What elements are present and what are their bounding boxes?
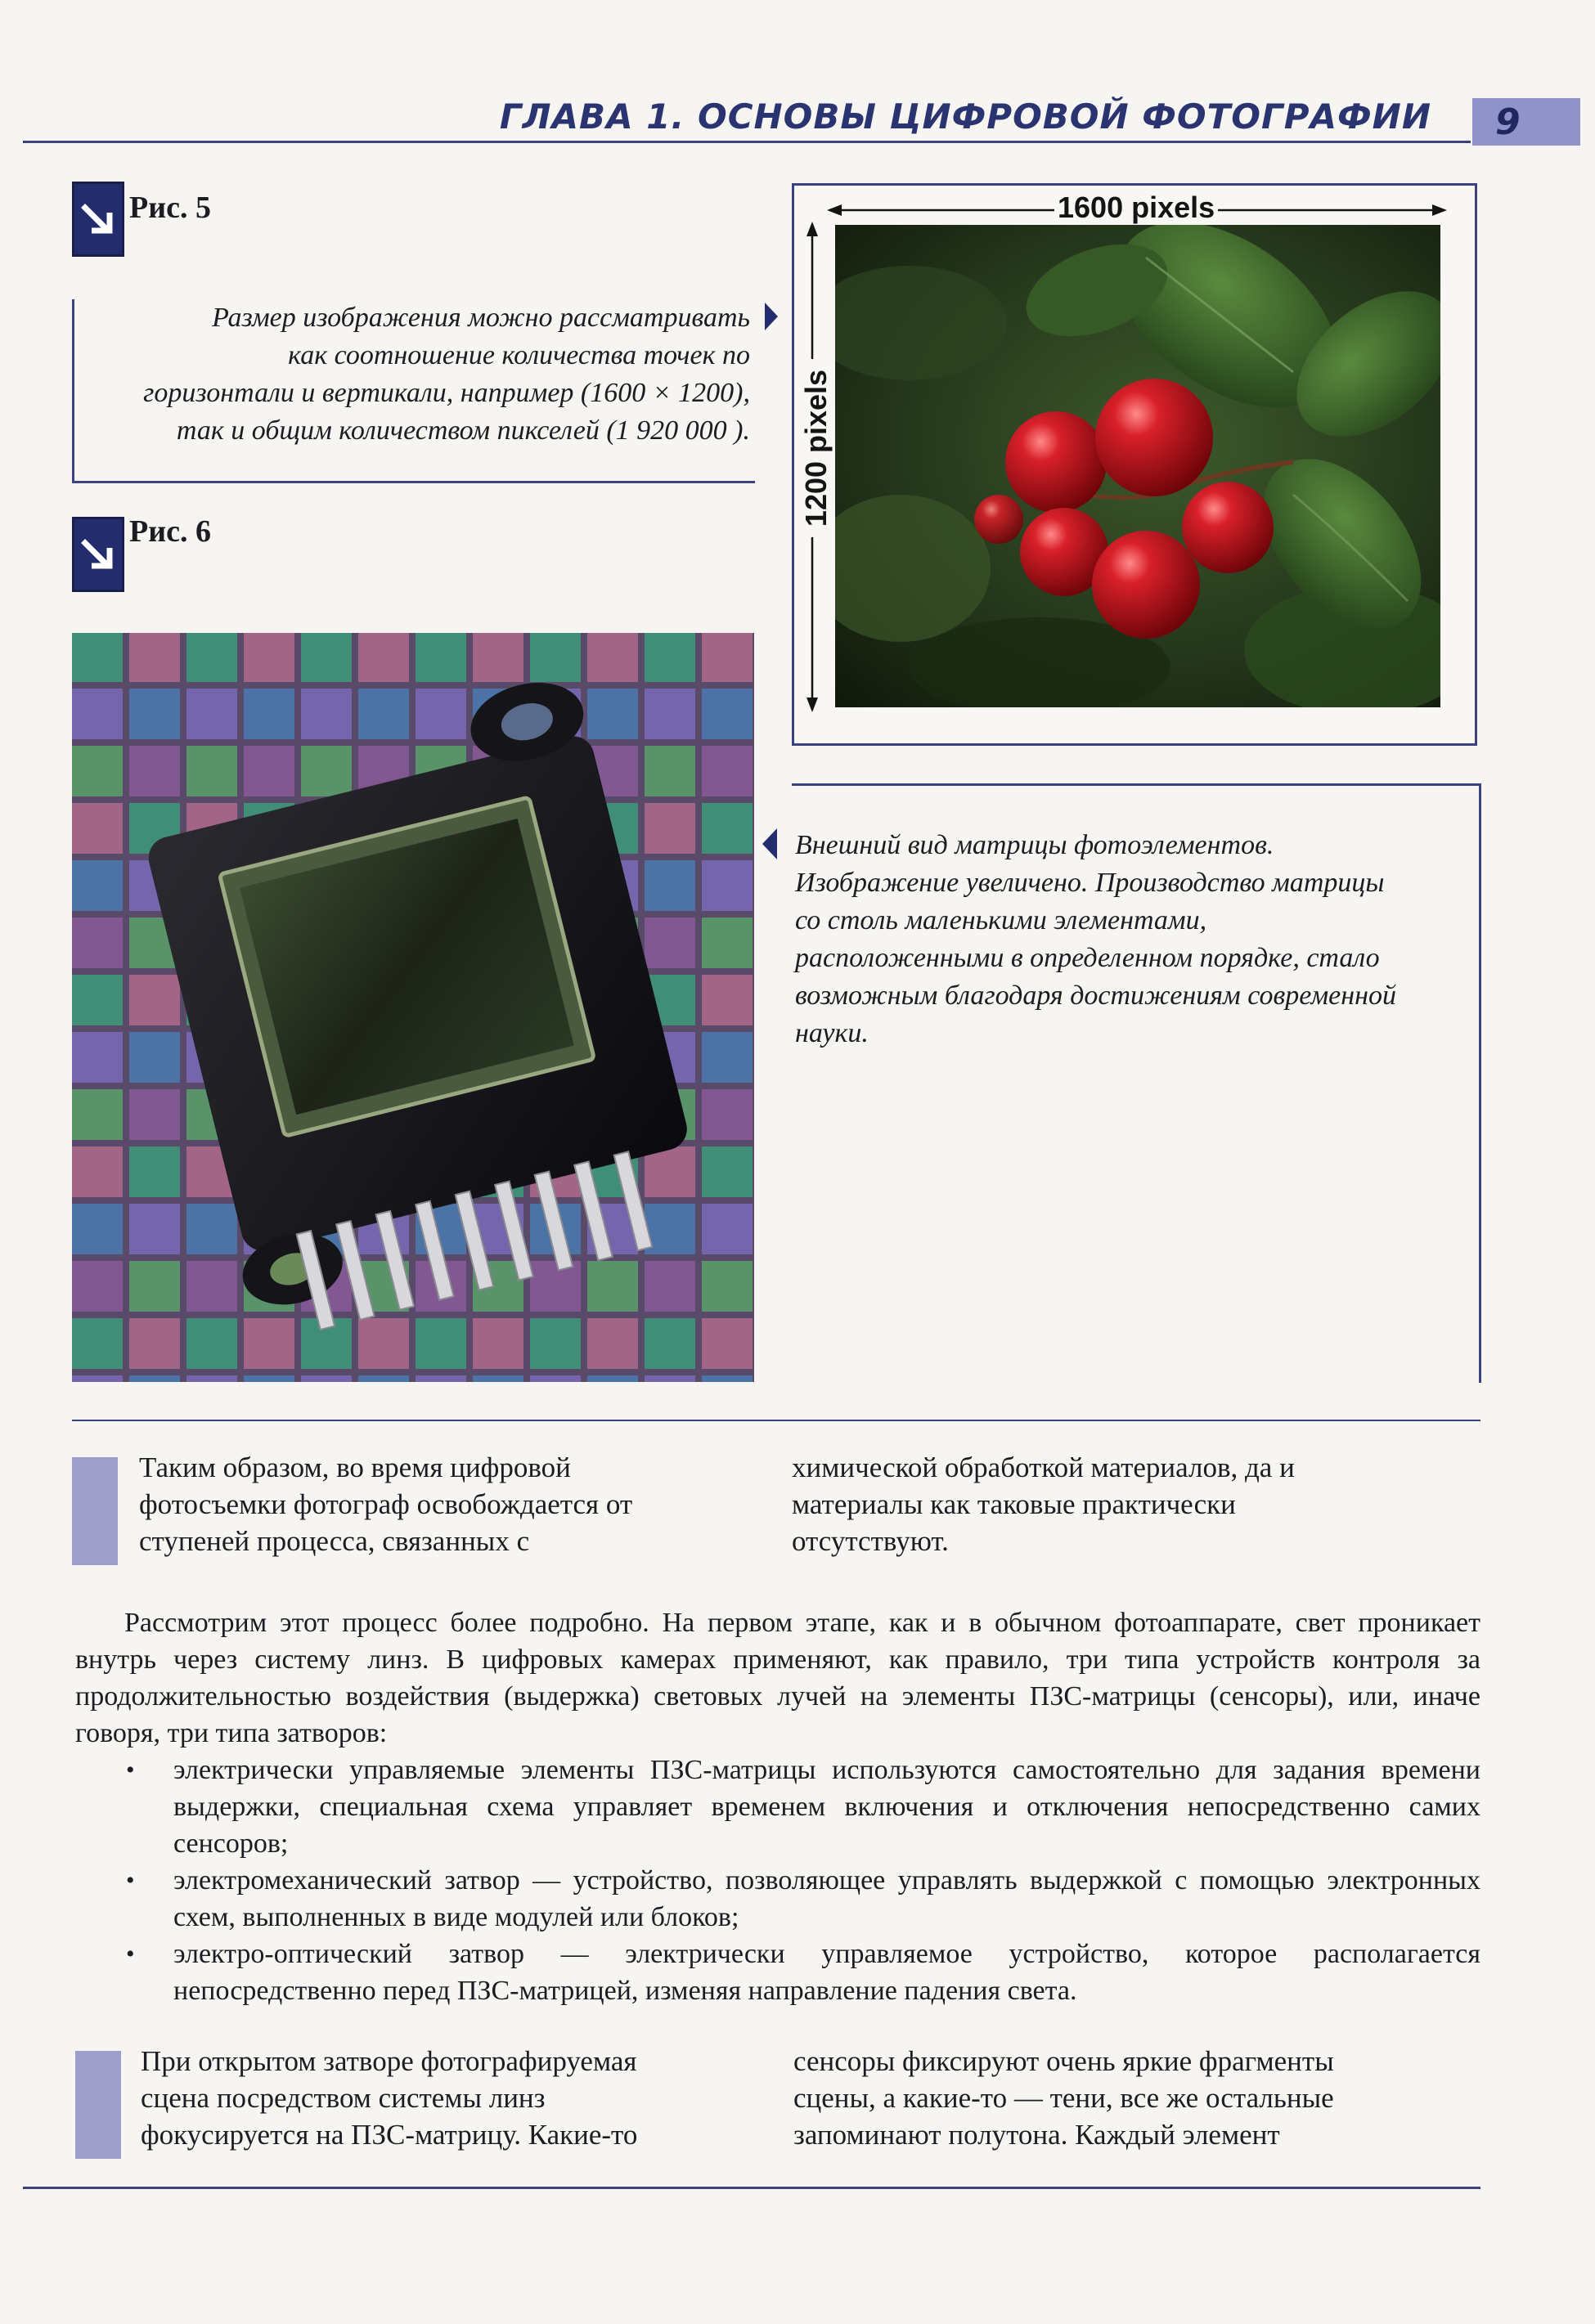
fig5-label: Рис. 5 <box>129 191 211 225</box>
page-number-tab <box>1472 98 1580 146</box>
callout2-left <box>141 2043 762 2153</box>
callout-line: ступеней процесса, связанных с <box>139 1525 530 1557</box>
shutter-types-list <box>75 1752 1480 2009</box>
fig6-label: Рис. 6 <box>129 514 211 549</box>
triangle-pointer-icon <box>763 303 780 330</box>
list-item <box>75 1752 1480 1862</box>
header-rule <box>23 141 1471 143</box>
caption-line: так и общим количеством пикселей (1 920 000 ). <box>176 415 750 446</box>
caption-line: Изображение увеличено. Производство матрицы <box>795 868 1385 898</box>
callout-line: материалы как таковые практически <box>792 1488 1236 1520</box>
callout-line: сцены, а какие-то — тени, все же остальные <box>793 2082 1334 2114</box>
bullet-icon: • <box>126 1756 135 1783</box>
list-item-text: электро-оптический затвор — электрически управляемое устройство, которое располагается непосредственно перед ПЗС-матрицей, изменяя направление падения света. <box>173 1939 1480 2006</box>
callout-line: фотосъемки фотограф освобождается от <box>139 1488 633 1520</box>
berry-photo <box>835 225 1440 707</box>
callout-line: отсутствуют. <box>792 1525 949 1557</box>
bullet-icon: • <box>126 1867 135 1894</box>
caption-line: Внешний вид матрицы фотоэлементов. <box>795 830 1274 860</box>
list-item <box>75 1862 1480 1936</box>
fig6-caption-box <box>792 783 1481 1383</box>
caption-line: науки. <box>795 1018 869 1048</box>
arrow-down-right-icon <box>80 536 116 572</box>
triangle-pointer-icon <box>761 828 779 859</box>
callout1-left <box>139 1449 761 1559</box>
width-label: 1600 pixels <box>1054 191 1218 225</box>
section-divider <box>72 1420 1480 1421</box>
sensor-photo <box>72 633 754 1382</box>
callout-line: При открытом затворе фотографируемая <box>141 2045 637 2077</box>
caption-line: возможным благодаря достижениям современной <box>795 980 1396 1011</box>
callout-bar <box>75 2051 121 2159</box>
list-item <box>75 1936 1480 2009</box>
fig5-caption <box>88 299 750 450</box>
height-label: 1200 pixels <box>799 359 833 537</box>
fig5-photo-frame <box>792 183 1477 746</box>
callout-line: Таким образом, во время цифровой <box>139 1451 571 1483</box>
callout1-right <box>792 1449 1413 1559</box>
callout-line: фокусируется на ПЗС-матрицу. Какие-то <box>141 2119 638 2151</box>
arrow-down-right-icon <box>80 201 116 237</box>
caption-line: со столь маленькими элементами, <box>795 905 1207 935</box>
list-item-text: электрически управляемые элементы ПЗС-матрицы используются самостоятельно для задания времени выдержки, специальная схема управляет временем включения и отключения непосредственно самих сенсоров; <box>173 1755 1480 1859</box>
body-paragraph: Рассмотрим этот процесс более подробно. На первом этапе, как и в обычном фотоаппарате, свет проникает внутрь через систему линз. В цифровых камерах применяют, как правило, три типа устройств контроля за продолжительностью воздействия (выдержка) световых лучей на элементы ПЗС-матрицы (сенсоры), или, иначе говоря, три типа затворов: <box>75 1608 1480 1748</box>
callout-bar <box>72 1457 118 1565</box>
footer-rule <box>23 2187 1480 2189</box>
callout-line: сенсоры фиксируют очень яркие фрагменты <box>793 2045 1334 2077</box>
caption-line: горизонтали и вертикали, например (1600 × 1200), <box>143 378 750 408</box>
chapter-title: ГЛАВА 1. ОСНОВЫ ЦИФРОВОЙ ФОТОГРАФИИ <box>499 96 1431 137</box>
callout2-right <box>793 2043 1415 2153</box>
callout-line: сцена посредством системы линз <box>141 2082 546 2114</box>
caption-line: расположенными в определенном порядке, стало <box>795 943 1380 973</box>
fig5-marker-icon <box>72 182 124 257</box>
callout-line: запоминают полутона. Каждый элемент <box>793 2119 1280 2151</box>
caption-line: как соотношение количества точек по <box>288 340 750 370</box>
fig6-caption <box>795 827 1466 1052</box>
caption-line: Размер изображения можно рассматривать <box>212 303 750 333</box>
callout-line: химической обработкой материалов, да и <box>792 1451 1295 1483</box>
fig6-marker-icon <box>72 517 124 592</box>
bullet-icon: • <box>126 1940 135 1967</box>
fig5-caption-box <box>72 299 755 483</box>
page-number: 9 <box>1495 101 1521 143</box>
list-item-text: электромеханический затвор — устройство, позволяющее управлять выдержкой с помощью электронных схем, выполненных в виде модулей или блоков; <box>173 1865 1480 1932</box>
